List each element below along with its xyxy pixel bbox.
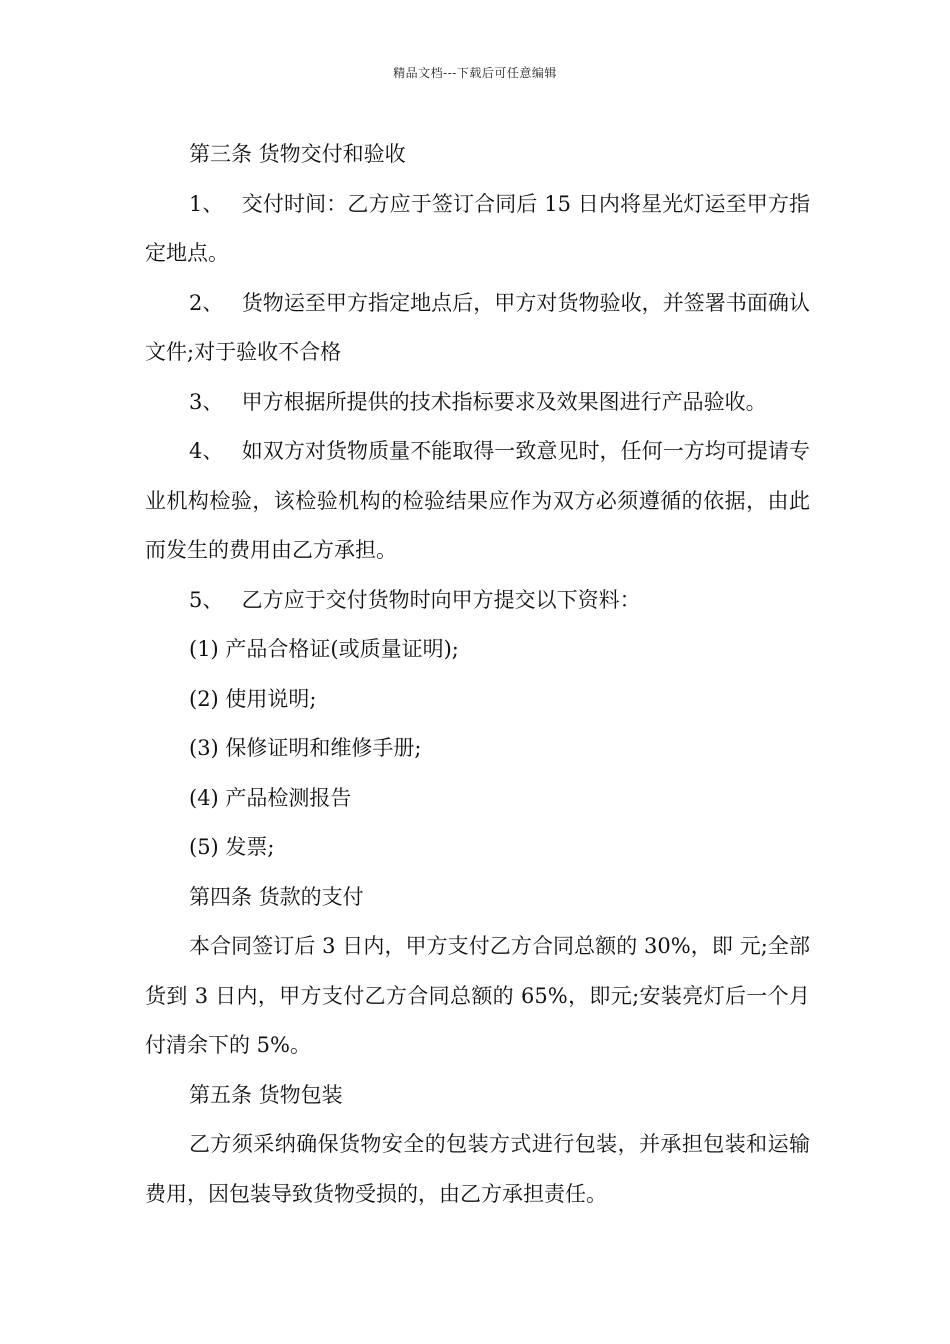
payment-paragraph: 本合同签订后 3 日内，甲方支付乙方合同总额的 30%，即 元;全部货到 3 日内，甲方支付乙方合同总额的 65%，即元;安装亮灯后一个月付清余下的 5%。 (145, 934, 810, 1057)
clause-3 (145, 378, 810, 428)
article-5-heading: 第五条 货物包装 (189, 1082, 343, 1107)
clause-text: 货物运至甲方指定地点后，甲方对货物验收，并签署书面确认文件;对于验收不合格 (145, 290, 810, 364)
document-item-2: (2) 使用说明; (189, 686, 317, 711)
clause-text: 乙方应于交付货物时向甲方提交以下资料： (235, 587, 641, 612)
article-3-heading: 第三条 货物交付和验收 (189, 142, 406, 166)
packaging-paragraph: 乙方须采纳确保货物安全的包装方式进行包装，并承担包装和运输费用，因包装导致货物受损的，由乙方承担责任。 (145, 1132, 810, 1206)
document-item-5: (5) 发票; (189, 835, 275, 859)
clause-number: 2、 (189, 290, 224, 315)
clause-number: 3、 (189, 389, 224, 414)
document-body (145, 130, 810, 1219)
clause-5 (145, 576, 810, 626)
clause-text: 交付时间：乙方应于签订合同后 15 日内将星光灯运至甲方指定地点。 (145, 191, 810, 265)
clause-1 (145, 180, 810, 279)
document-item-4: (4) 产品检测报告 (189, 785, 352, 810)
clause-2 (145, 279, 810, 378)
page-header: 精品文档---下载后可任意编辑 (393, 66, 557, 80)
clause-4 (145, 427, 810, 576)
document-item-1: (1) 产品合格证(或质量证明); (189, 637, 459, 661)
clause-number: 4、 (189, 439, 224, 463)
article-4-heading: 第四条 货款的支付 (189, 884, 364, 909)
clause-text: 甲方根据所提供的技术指标要求及效果图进行产品验收。 (235, 389, 767, 414)
document-item-3: (3) 保修证明和维修手册; (189, 736, 422, 760)
clause-text: 如双方对货物质量不能取得一致意见时，任何一方均可提请专业机构检验，该检验机构的检验结果应作为双方必须遵循的依据，由此而发生的费用由乙方承担。 (145, 439, 810, 562)
clause-number: 1、 (189, 191, 224, 216)
clause-number: 5、 (189, 587, 224, 612)
